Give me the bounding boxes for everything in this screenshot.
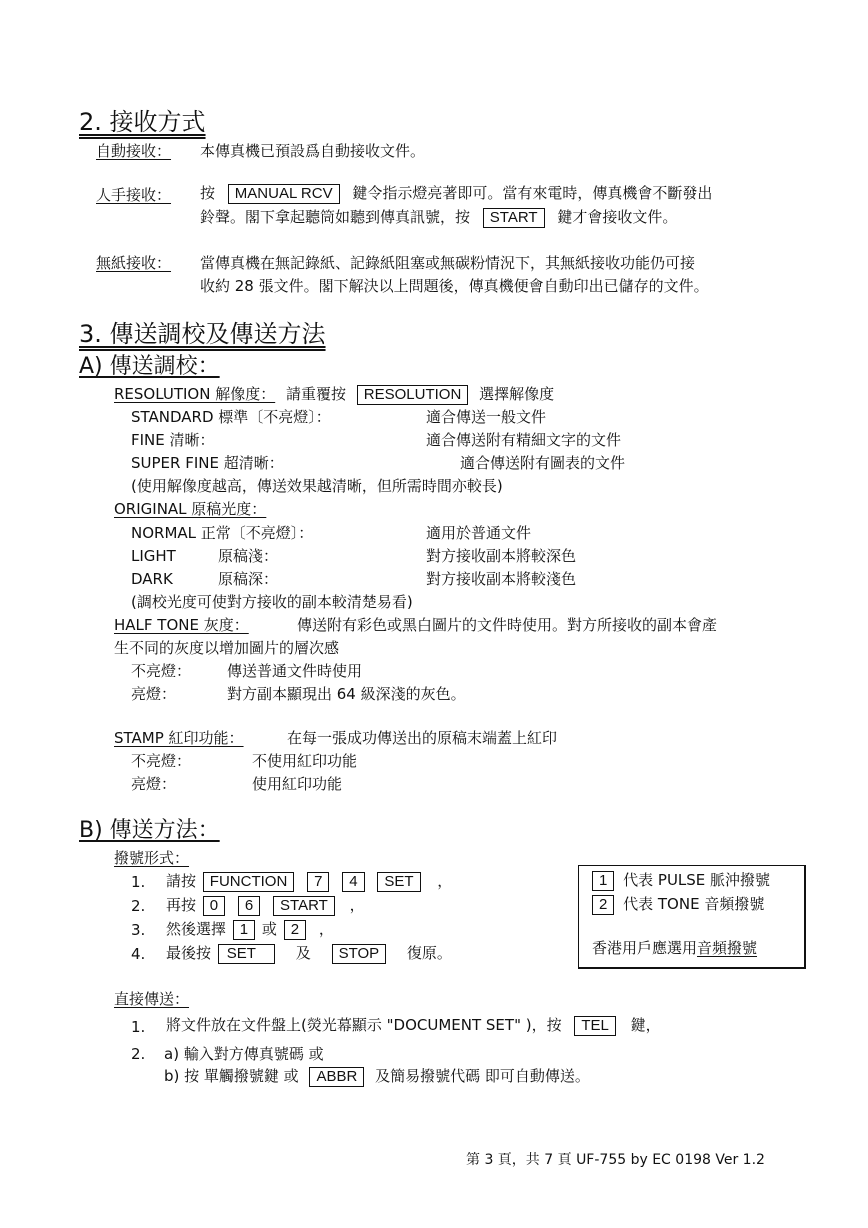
- stamp-off-desc: 不使用紅印功能: [252, 752, 358, 770]
- light-cn: 原稿淺：: [218, 547, 279, 565]
- light-label: LIGHT: [131, 547, 176, 565]
- direct-2a: a) 輸入對方傳真號碼 或: [164, 1045, 324, 1063]
- two-key: 2: [284, 920, 306, 940]
- step-2: [166, 896, 365, 916]
- pulse-line: [592, 871, 770, 891]
- seven-key: 7: [307, 872, 329, 892]
- text: 香港用戶應選用: [592, 939, 698, 957]
- original-label: ORIGINAL 原稿光度：: [114, 500, 267, 518]
- fine-desc: 適合傳送附有精細文字的文件: [426, 431, 622, 449]
- six-key: 6: [238, 896, 260, 916]
- start-key-2: START: [273, 896, 335, 916]
- text: 選擇解像度: [479, 385, 555, 403]
- step-3-num: 3.: [131, 921, 146, 939]
- text: 及: [295, 944, 311, 962]
- stamp-on-desc: 使用紅印功能: [252, 775, 343, 793]
- two-key-box: 2: [592, 895, 614, 915]
- stamp-label: STAMP 紅印功能：: [114, 729, 244, 747]
- text: ，: [349, 896, 365, 914]
- text: 按: [200, 184, 216, 202]
- set-key-2: SET: [218, 944, 275, 964]
- stamp-desc: 在每一張成功傳送出的原稿末端蓋上紅印: [287, 729, 558, 747]
- dark-desc: 對方接收副本將較淺色: [426, 570, 577, 588]
- auto-receive-text: 本傳真機已預設爲自動接收文件。: [200, 142, 426, 160]
- dark-label: DARK: [131, 570, 173, 588]
- resolution-label: RESOLUTION 解像度：: [114, 385, 276, 403]
- fine-label: FINE 清晰：: [131, 431, 215, 449]
- no-paper-line1: 當傳真機在無記錄紙、記錄紙阻塞或無碳粉情況下，其無紙接收功能仍可接: [200, 254, 696, 272]
- abbr-key: ABBR: [309, 1067, 364, 1087]
- text: 然後選擇: [166, 920, 227, 938]
- step-4-num: 4.: [131, 945, 146, 963]
- tone-line: [592, 895, 764, 915]
- text: 或: [261, 920, 277, 938]
- manual-receive-line2: [200, 208, 677, 228]
- step-1: [166, 872, 452, 892]
- hk-note: [592, 939, 757, 957]
- text: ，: [318, 920, 334, 938]
- set-key: SET: [377, 872, 420, 892]
- section-2-title: 2. 接收方式: [79, 108, 206, 136]
- manual-receive-label: 人手接收：: [96, 186, 172, 204]
- direct-send-label: 直接傳送：: [114, 990, 190, 1008]
- standard-desc: 適合傳送一般文件: [426, 408, 547, 426]
- original-note: (調校光度可使對方接收的副本較清楚易看): [131, 593, 413, 611]
- step-1-num: 1.: [131, 873, 146, 891]
- half-tone-line2: 生不同的灰度以增加圖片的層次感: [114, 639, 340, 657]
- super-fine-desc: 適合傳送附有圖表的文件: [460, 454, 626, 472]
- light-desc: 對方接收副本將較深色: [426, 547, 577, 565]
- step-2-num: 2.: [131, 897, 146, 915]
- normal-desc: 適用於普通文件: [426, 524, 532, 542]
- text: 再按: [166, 896, 197, 914]
- step-4: [166, 944, 452, 964]
- resolution-key: RESOLUTION: [357, 385, 469, 405]
- half-tone-on: 亮燈：: [131, 685, 177, 703]
- dark-cn: 原稿深：: [218, 570, 279, 588]
- text: 復原。: [406, 944, 452, 962]
- four-key: 4: [342, 872, 364, 892]
- text: 鍵才會接收文件。: [557, 208, 678, 226]
- text: 音頻撥號: [697, 939, 758, 957]
- step-3: [166, 920, 334, 940]
- text: 鍵，: [630, 1016, 661, 1034]
- stop-key: STOP: [332, 944, 387, 964]
- stamp-off: 不亮燈：: [131, 752, 192, 770]
- subsection-b-title: B) 傳送方法：: [79, 818, 220, 843]
- no-paper-line2: 收約 28 張文件。閣下解決以上問題後，傳真機便會自動印出已儲存的文件。: [200, 277, 709, 295]
- text: 請按: [166, 872, 197, 890]
- half-tone-label: HALF TONE 灰度：: [114, 616, 249, 634]
- resolution-note: (使用解像度越高，傳送效果越清晰，但所需時間亦較長): [131, 477, 503, 495]
- direct-1: [166, 1016, 661, 1036]
- function-key: FUNCTION: [203, 872, 295, 892]
- text: 鈴聲。閣下拿起聽筒如聽到傳真訊號，按: [200, 208, 471, 226]
- tel-key: TEL: [574, 1016, 616, 1036]
- normal-label: NORMAL 正常〔不亮燈〕：: [131, 524, 314, 542]
- start-key: START: [483, 208, 545, 228]
- section-3-title: 3. 傳送調校及傳送方法: [79, 320, 326, 348]
- text: 將文件放在文件盤上(熒光幕顯示 "DOCUMENT SET" )，按: [166, 1016, 562, 1034]
- subsection-a-title: A) 傳送調校：: [79, 354, 220, 379]
- direct-1-num: 1.: [131, 1018, 146, 1036]
- super-fine-label: SUPER FINE 超清晰：: [131, 454, 284, 472]
- manual-rcv-key: MANUAL RCV: [228, 184, 340, 204]
- text: 及簡易撥號代碼 即可自動傳送。: [375, 1067, 590, 1085]
- text: 代表 TONE 音頻撥號: [623, 895, 765, 913]
- dial-mode-label: 撥號形式：: [114, 849, 190, 867]
- text: 鍵令指示燈亮著即可。當有來電時，傳真機會不斷發出: [352, 184, 713, 202]
- text: 最後按: [166, 944, 212, 962]
- direct-2b: [164, 1067, 590, 1087]
- half-tone-off-desc: 傳送普通文件時使用: [227, 662, 363, 680]
- direct-2-num: 2.: [131, 1045, 146, 1063]
- text: 請重覆按: [285, 385, 346, 403]
- one-key: 1: [233, 920, 255, 940]
- stamp-on: 亮燈：: [131, 775, 177, 793]
- half-tone-on-desc: 對方副本顯現出 64 級深淺的灰色。: [227, 685, 466, 703]
- standard-label: STANDARD 標準〔不亮燈〕：: [131, 408, 331, 426]
- page-footer: 第 3 頁，共 7 頁 UF-755 by EC 0198 Ver 1.2: [466, 1152, 765, 1168]
- text: b) 按 單觸撥號鍵 或: [164, 1067, 299, 1085]
- half-tone-off: 不亮燈：: [131, 662, 192, 680]
- half-tone-line1: 傳送附有彩色或黑白圖片的文件時使用。對方所接收的副本會產: [297, 616, 718, 634]
- auto-receive-label: 自動接收：: [96, 142, 172, 160]
- no-paper-label: 無紙接收：: [96, 254, 172, 272]
- resolution-line: [114, 385, 554, 405]
- text: ，: [437, 872, 453, 890]
- one-key-box: 1: [592, 871, 614, 891]
- manual-receive-line1: [200, 184, 712, 204]
- zero-key: 0: [203, 896, 225, 916]
- text: 代表 PULSE 脈沖撥號: [623, 871, 771, 889]
